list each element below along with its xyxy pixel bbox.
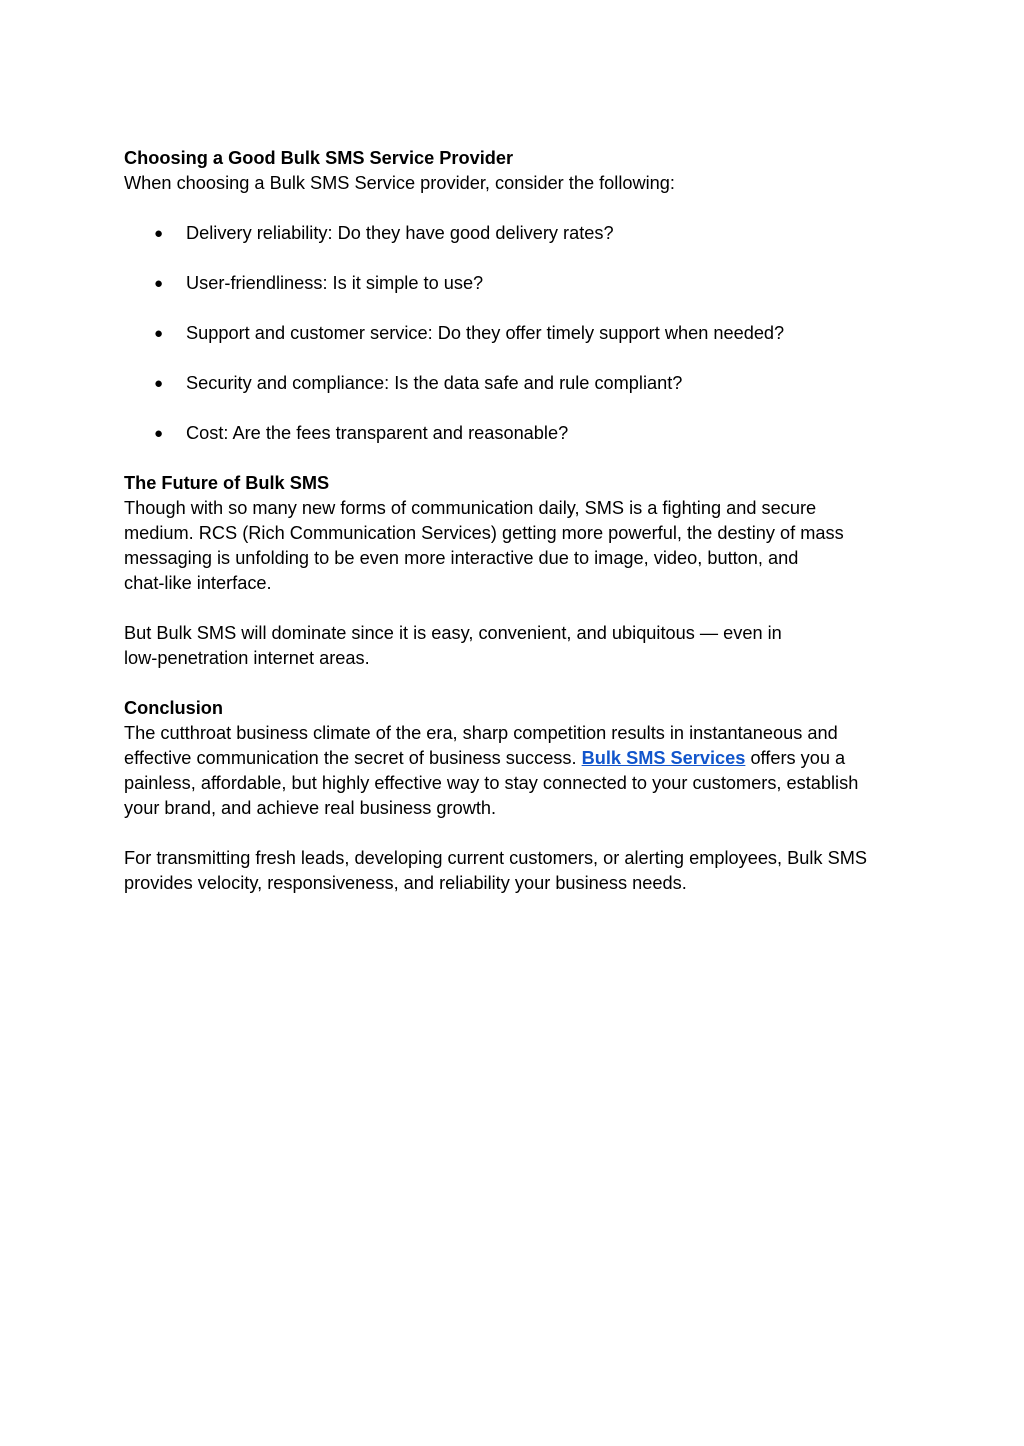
paragraph-gap — [124, 596, 914, 621]
list-item-text: Cost: Are the fees transparent and reasonable? — [186, 423, 569, 443]
list-item — [124, 371, 914, 396]
list-item-text: Support and customer service: Do they offer timely support when needed? — [186, 323, 785, 343]
text-line: Though with so many new forms of communication daily, SMS is a fighting and secure — [124, 498, 817, 518]
text-line: low-penetration internet areas. — [124, 648, 370, 668]
list-item-text: Delivery reliability: Do they have good delivery rates? — [186, 223, 614, 243]
text-line: The cutthroat business climate of the era, sharp competition results in instantaneous and — [124, 723, 838, 743]
text-line: messaging is unfolding to be even more interactive due to image, video, button, and — [124, 548, 799, 568]
future-paragraph-2 — [124, 621, 914, 671]
text-line: But Bulk SMS will dominate since it is easy, convenient, and ubiquitous — even in — [124, 623, 782, 643]
bullet-icon: ● — [154, 425, 164, 442]
section-heading-conclusion: Conclusion — [124, 698, 224, 718]
text-line: provides velocity, responsiveness, and reliability your business needs. — [124, 873, 687, 893]
text-segment: effective communication the secret of business success. — [124, 748, 582, 768]
text-line: painless, affordable, but highly effective way to stay connected to your customers, establish — [124, 773, 859, 793]
conclusion-paragraph-2 — [124, 846, 914, 896]
bullet-icon: ● — [154, 225, 164, 242]
paragraph-gap — [124, 821, 914, 846]
document-page — [124, 146, 914, 896]
bulk-sms-services-link[interactable]: Bulk SMS Services — [581, 748, 746, 768]
section-intro: When choosing a Bulk SMS Service provider, consider the following: — [124, 173, 675, 193]
list-item — [124, 321, 914, 346]
list-item — [124, 421, 914, 446]
text-segment: offers you a — [745, 748, 846, 768]
bullet-icon: ● — [154, 375, 164, 392]
list-item-text: Security and compliance: Is the data safe and rule compliant? — [186, 373, 683, 393]
text-line: medium. RCS (Rich Communication Services) getting more powerful, the destiny of mass — [124, 523, 844, 543]
list-item — [124, 221, 914, 246]
paragraph-gap — [124, 196, 914, 221]
text-line — [124, 748, 845, 768]
text-line: chat-like interface. — [124, 573, 272, 593]
bullet-icon: ● — [154, 325, 164, 342]
text-line: For transmitting fresh leads, developing current customers, or alerting employees, Bulk SMS — [124, 848, 867, 868]
conclusion-paragraph-1 — [124, 721, 914, 821]
paragraph-gap — [124, 671, 914, 696]
text-line: your brand, and achieve real business growth. — [124, 798, 497, 818]
section-heading-future: The Future of Bulk SMS — [124, 473, 330, 493]
paragraph-gap — [124, 446, 914, 471]
section-heading-choosing-provider: Choosing a Good Bulk SMS Service Provider — [124, 148, 514, 168]
list-item — [124, 271, 914, 296]
bullet-icon: ● — [154, 275, 164, 292]
future-paragraph-1 — [124, 496, 914, 596]
criteria-list — [124, 221, 914, 446]
list-item-text: User-friendliness: Is it simple to use? — [186, 273, 484, 293]
